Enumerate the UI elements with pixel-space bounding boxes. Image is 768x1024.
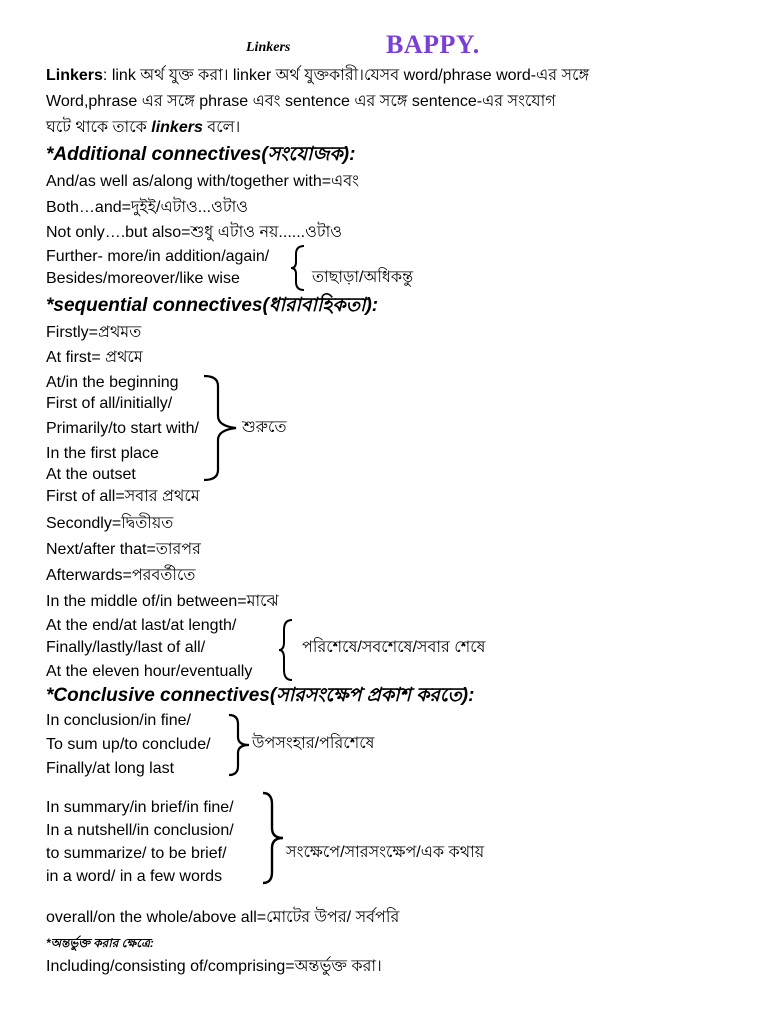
additional-line: Further- more/in addition/again/ (46, 248, 270, 265)
sequential-line: Primarily/to start with/ (46, 420, 199, 437)
intro-line-3-post: বলে। (202, 119, 241, 136)
curly-brace-icon (290, 244, 310, 292)
sequential-line: In the first place (46, 445, 159, 462)
intro-line-2: Word,phrase এর সঙ্গে phrase এবং sentence এর সঙ্গে sentence-এর সংযোগ (46, 93, 556, 110)
curly-brace-icon (278, 618, 298, 682)
sequential-line: At first= প্রথমে (46, 349, 143, 366)
brace-label-sequential-end: পরিশেষে/সবশেষে/সবার শেষে (302, 639, 486, 656)
conclusive-line: In conclusion/in fine/ (46, 712, 191, 729)
sequential-line: At the end/at last/at length/ (46, 617, 237, 634)
sequential-line: Secondly=দ্বিতীয়ত (46, 515, 174, 532)
conclusive-line: To sum up/to conclude/ (46, 736, 211, 753)
intro-term: Linkers (46, 67, 103, 84)
curly-brace-icon (200, 372, 240, 484)
intro-line-3-term: linkers (151, 119, 203, 136)
sequential-line: At the eleven hour/eventually (46, 663, 253, 680)
brace-label-sequential-start: শুরুতে (242, 419, 287, 436)
heading-conclusive: *Conclusive connectives(সারসংক্ষেপ প্রকাশ করতে): (46, 685, 475, 706)
document-title: BAPPY. (386, 30, 480, 59)
sequential-line: Finally/lastly/last of all/ (46, 639, 206, 656)
sequential-line: First of all=সবার প্রথমে (46, 488, 200, 505)
intro-line-1 (46, 66, 589, 86)
sequential-line: First of all/initially/ (46, 395, 173, 412)
inclusion-line: Including/consisting of/comprising=অন্তর্ভুক্ত করা। (46, 958, 382, 975)
conclusive-line: In summary/in brief/in fine/ (46, 799, 234, 816)
brace-label-conclusive-2: সংক্ষেপে/সারসংক্ষেপ/এক কথায় (286, 844, 485, 861)
additional-line: Both…and=দুইই/এটাও...ওটাও (46, 199, 249, 216)
curly-brace-icon (260, 790, 286, 886)
brace-label-additional: তাছাড়া/অধিকন্তু (312, 269, 414, 286)
heading-sequential: *sequential connectives(ধারাবাহিকতা): (46, 295, 379, 316)
additional-line: And/as well as/along with/together with=এবং (46, 173, 360, 190)
heading-additional: *Additional connectives(সংযোজক): (46, 144, 356, 165)
sequential-line: At/in the beginning (46, 374, 179, 391)
sequential-line: Afterwards=পরবর্তীতে (46, 567, 196, 584)
document-subtitle: Linkers (246, 40, 291, 55)
sequential-line: In the middle of/in between=মাঝে (46, 593, 279, 610)
conclusive-line: in a word/ in a few words (46, 868, 223, 885)
sequential-line: Firstly=প্রথমত (46, 324, 142, 341)
heading-inclusion: *অন্তর্ভুক্ত করার ক্ষেত্রে: (46, 936, 154, 950)
conclusive-line: Finally/at long last (46, 760, 175, 777)
additional-line: Not only….but also=শুধু এটাও নয়......ওটাও (46, 224, 343, 241)
curly-brace-icon (226, 712, 252, 778)
intro-line-3-pre: ঘটে থাকে তাকে (46, 119, 152, 136)
sequential-line: Next/after that=তারপর (46, 541, 201, 558)
conclusive-line: In a nutshell/in conclusion/ (46, 822, 234, 839)
conclusive-line: to summarize/ to be brief/ (46, 845, 227, 862)
overall-line: overall/on the whole/above all=মোটের উপর/ সর্বপরি (46, 909, 400, 926)
intro-line-3 (46, 118, 240, 138)
additional-line: Besides/moreover/like wise (46, 270, 240, 287)
brace-label-conclusive-1: উপসংহার/পরিশেষে (252, 735, 375, 752)
intro-line-1-text: : link অর্থ যুক্ত করা। linker অর্থ যুক্তকারী।যেসব word/phrase word-এর সঙ্গে (102, 67, 590, 84)
sequential-line: At the outset (46, 466, 136, 483)
